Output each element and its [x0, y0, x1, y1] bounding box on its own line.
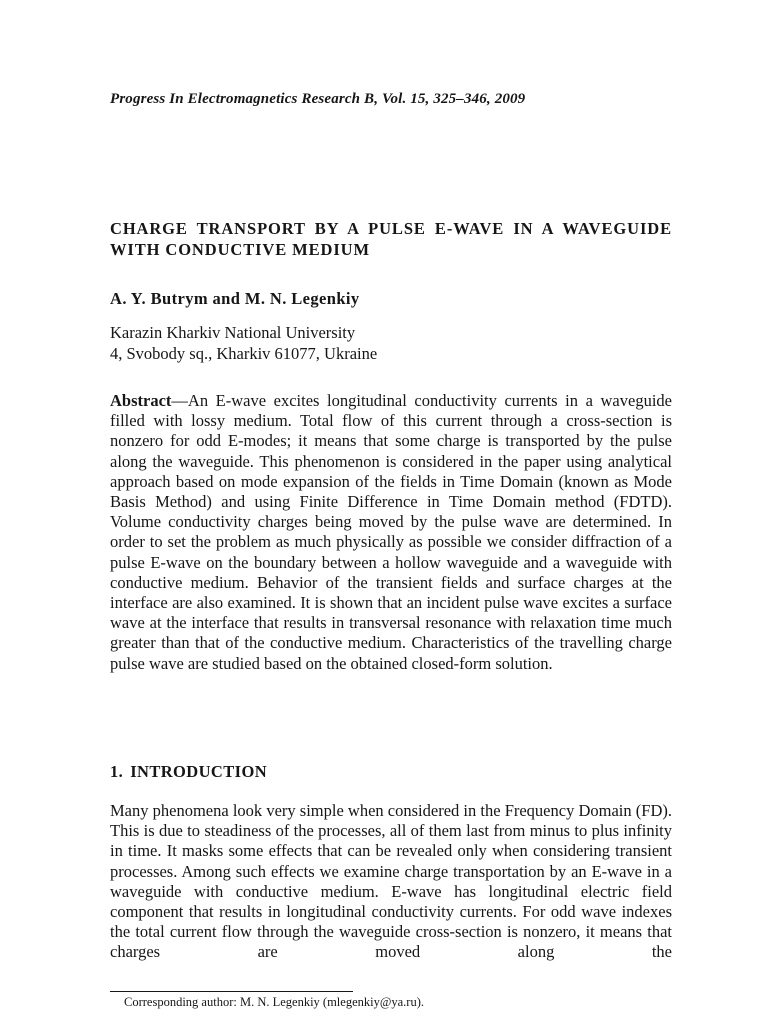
section-number: 1. [110, 762, 124, 781]
introduction-paragraph: Many phenomena look very simple when considered in the Frequency Domain (FD). This is due to steadiness of the processes, all of them last from minus to plus infinity in time. It masks some effects that can be revealed only when considering transient processes. Among such effects we examine charge transportation by an E-wave in a waveguide with conductive medium. E-wave has longitudinal electric field component that results in longitudinal conductivity currents. For odd wave indexes the total current flow through the waveguide cross-section is nonzero, it means that charges are moved along the [110, 801, 672, 962]
section-title: INTRODUCTION [130, 762, 268, 781]
abstract-label: Abstract [110, 391, 172, 410]
abstract [110, 391, 672, 674]
author-list: A. Y. Butrym and M. N. Legenkiy [110, 289, 360, 308]
affiliation-address: 4, Svobody sq., Kharkiv 61077, Ukraine [110, 343, 378, 363]
affiliation [110, 323, 377, 364]
abstract-text: —An E-wave excites longitudinal conductivity currents in a waveguide filled with lossy medium. Total flow of this current through a cross-section is nonzero for odd E-modes; it means that some charge is transported by the pulse along the waveguide. This phenomenon is considered in the paper using analytical approach based on mode expansion of the fields in Time Domain (known as Mode Basis Method) and using Finite Difference in Time Domain method (FDTD). Volume conductivity charges being moved by the pulse wave are determined. In order to set the problem as much physically as possible we consider diffraction of a pulse E-wave on the boundary between a hollow waveguide and a waveguide with conductive medium. Behavior of the transient fields and surface charges at the interface are also examined. It is shown that an incident pulse wave excites a surface wave at the interface that results in transversal resonance with relaxation time much greater than that of the conductive medium. Characteristics of the travelling charge pulse wave are studied based on the obtained closed-form solution. [110, 391, 672, 673]
affiliation-institution: Karazin Kharkiv National University [110, 323, 356, 342]
footnote-divider [110, 991, 353, 992]
journal-citation: Progress In Electromagnetics Research B, Vol. 15, 325–346, 2009 [110, 91, 526, 107]
paper-title: CHARGE TRANSPORT BY A PULSE E-WAVE IN A WAVEGUIDE WITH CONDUCTIVE MEDIUM [110, 219, 672, 259]
footnote-corresponding-author: Corresponding author: M. N. Legenkiy (mlegenkiy@ya.ru). [124, 995, 424, 1009]
section-heading [110, 762, 267, 782]
